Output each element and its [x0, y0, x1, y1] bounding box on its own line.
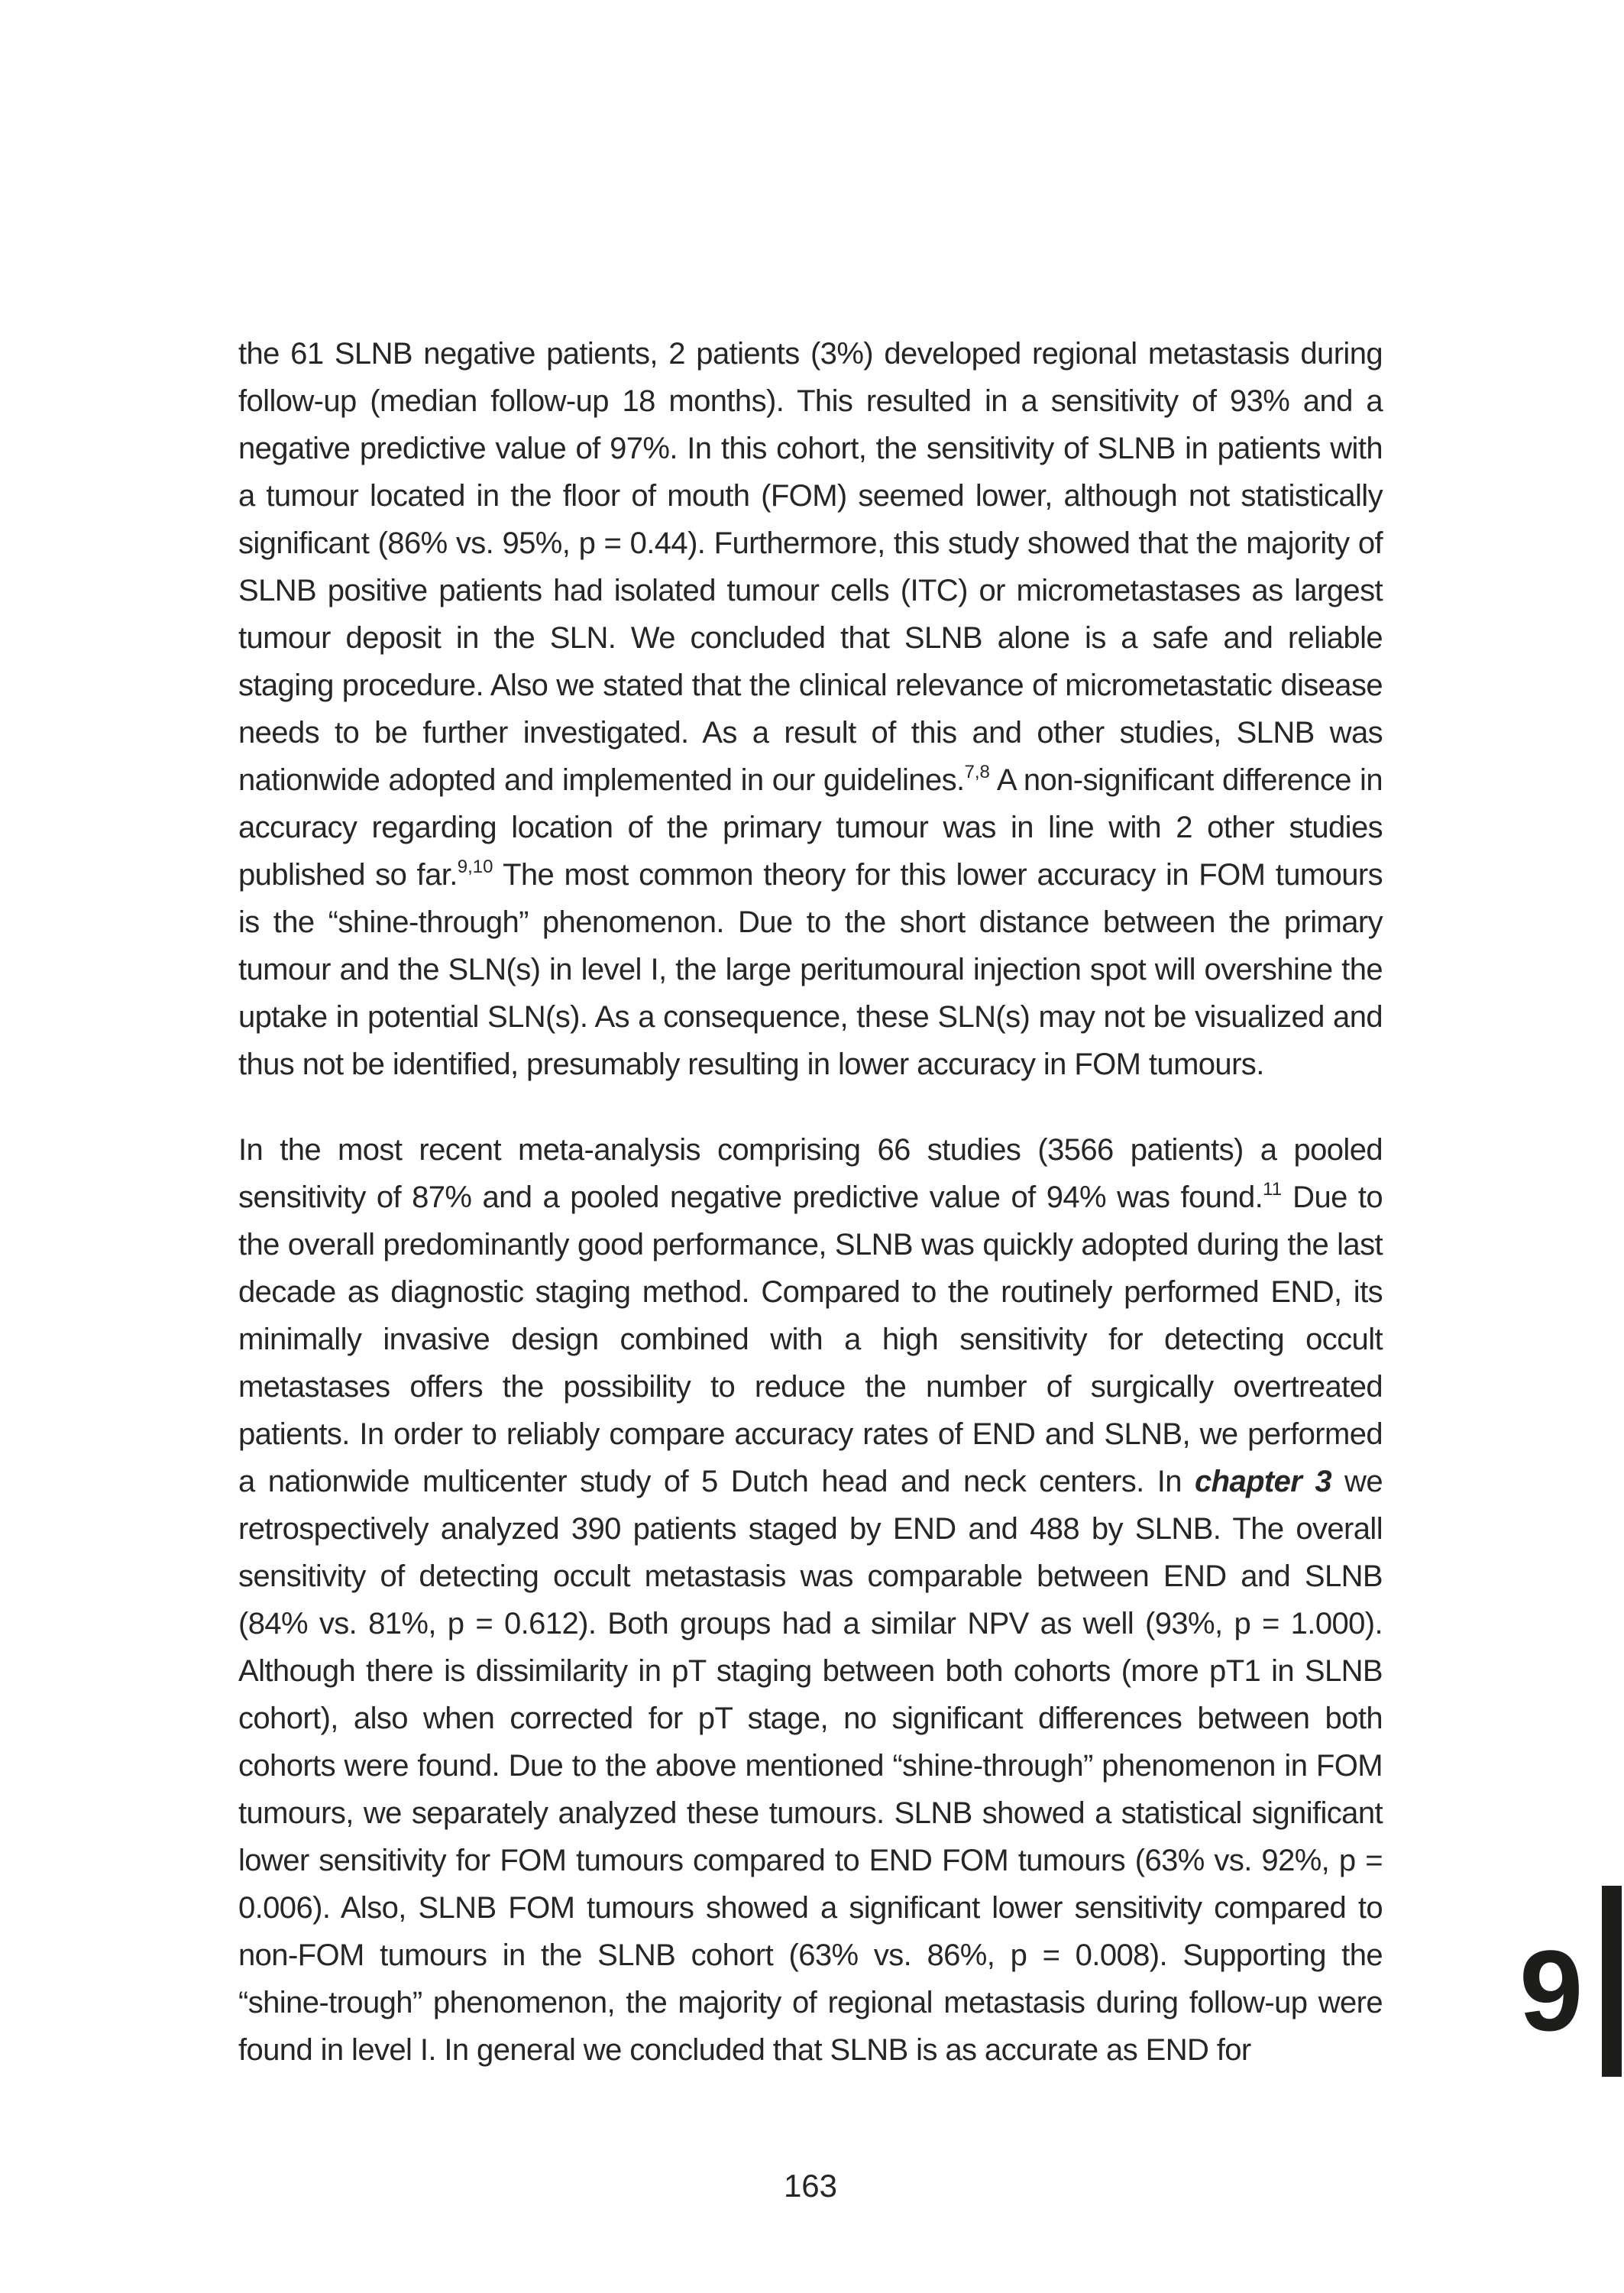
chapter-reference: chapter 3 — [1194, 1465, 1331, 1498]
reference-superscript: 11 — [1263, 1179, 1283, 1200]
text-run: A non-significant difference in accuracy regarding location of the primary tumour was in line with 2 other studies published so far. — [238, 763, 1383, 892]
body-text — [238, 330, 1383, 2112]
text-run: In the most recent meta-analysis comprising 66 studies (3566 patients) a pooled sensitivity of 87% and a pooled negative predictive value of 94% was found. — [238, 1133, 1383, 1214]
text-run: we retrospectively analyzed 390 patients staged by END and 488 by SLNB. The overall sensitivity of detecting occult metastasis was comparable between END and SLNB (84% vs. 81%, p = 0.612). Both groups had a similar NPV as well (93%, p = 1.000). Although there is dissimilarity in pT staging between both cohorts (more pT1 in SLNB cohort), also when corrected for pT stage, no significant differences between both cohorts were found. Due to the above mentioned “shine-through” phenomenon in FOM tumours, we separately analyzed these tumours. SLNB showed a statistical significant lower sensitivity for FOM tumours compared to END FOM tumours (63% vs. 92%, p = 0.006). Also, SLNB FOM tumours showed a significant lower sensitivity compared to non-FOM tumours in the SLNB cohort (63% vs. 86%, p = 0.008). Supporting the “shine-trough” phenomenon, the majority of regional metastasis during follow-up were found in level I. In general we concluded that SLNB is as accurate as END for — [238, 1465, 1383, 2067]
reference-superscript: 7,8 — [964, 762, 990, 782]
chapter-tab-bar — [1602, 1886, 1622, 2077]
page-number: 163 — [783, 2168, 838, 2204]
chapter-number: 9 — [1519, 1926, 1584, 2055]
text-run: Due to the overall predominantly good performance, SLNB was quickly adopted during the last decade as diagnostic staging method. Compared to the routinely performed END, its minimally invasive design combined with a high sensitivity for detecting occult metastases offers the possibility to reduce the number of surgically overtreated patients. In order to reliably compare accuracy rates of END and SLNB, we performed a nationwide multicenter study of 5 Dutch head and neck centers. In — [238, 1181, 1383, 1498]
paragraph — [238, 330, 1383, 1088]
paragraph — [238, 1126, 1383, 2074]
text-run: the 61 SLNB negative patients, 2 patients (3%) developed regional metastasis during follow-up (median follow-up 18 months). This resulted in a sensitivity of 93% and a negative predictive value of 97%. In this cohort, the sensitivity of SLNB in patients with a tumour located in the floor of mouth (FOM) seemed lower, although not statistically significant (86% vs. 95%, p = 0.44). Furthermore, this study showed that the majority of SLNB positive patients had isolated tumour cells (ITC) or micrometastases as largest tumour deposit in the SLN. We concluded that SLNB alone is a safe and reliable staging procedure. Also we stated that the clinical relevance of micrometastatic disease needs to be further investigated. As a result of this and other studies, SLNB was nationwide adopted and implemented in our guidelines. — [238, 337, 1383, 797]
reference-superscript: 9,10 — [457, 857, 493, 877]
text-run: The most common theory for this lower accuracy in FOM tumours is the “shine-through” phenomenon. Due to the short distance between the primary tumour and the SLN(s) in level I, the large peritumoural injection spot will overshine the uptake in potential SLN(s). As a consequence, these SLN(s) may not be visualized and thus not be identified, presumably resulting in lower accuracy in FOM tumours. — [238, 858, 1383, 1081]
